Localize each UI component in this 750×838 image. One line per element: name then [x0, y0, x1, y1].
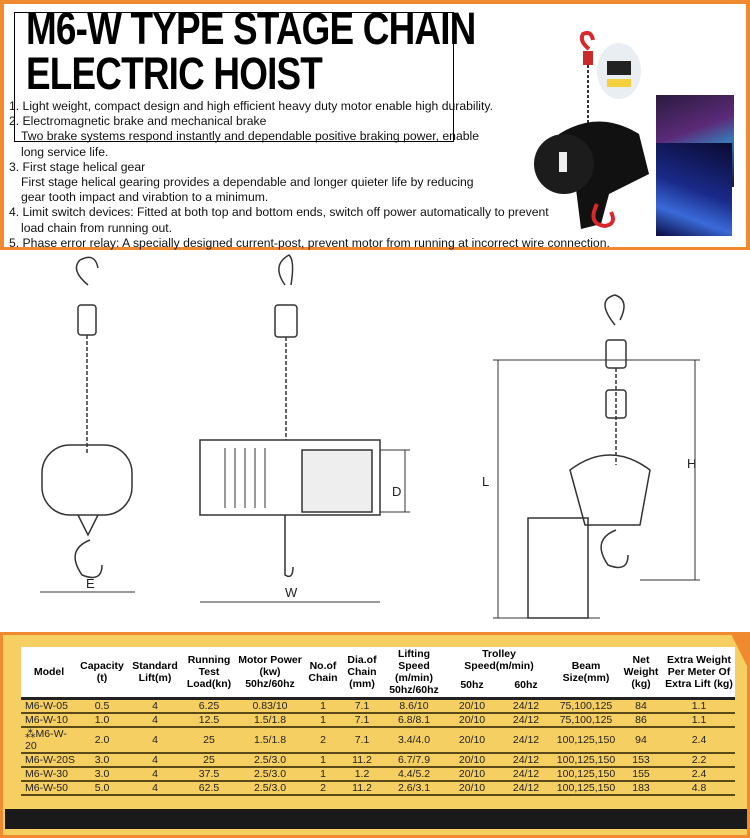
dim-l: L: [482, 474, 490, 489]
table-cell: 1.2: [341, 767, 383, 781]
page-title: [26, 3, 485, 99]
table-cell: 8.6/10: [383, 699, 445, 714]
column-header: [183, 647, 235, 699]
column-header-label: Lifting Speed (m/min) 50hz/60hz: [389, 648, 439, 696]
table-cell: 4.8: [663, 781, 735, 795]
table-cell: 4: [127, 767, 183, 781]
column-header-label: Beam Size(mm): [562, 660, 610, 684]
table-cell: 2.5/3.0: [235, 753, 305, 767]
table-cell: 3.0: [77, 767, 127, 781]
table-cell: 155: [619, 767, 663, 781]
column-header-label: No.of Chain: [308, 660, 338, 684]
table-cell: 11.2: [341, 753, 383, 767]
table-cell: 25: [183, 753, 235, 767]
table-cell: ⁂M6-W-20: [21, 727, 77, 753]
table-cell: 100,125,150: [553, 781, 619, 795]
table-cell: M6-W-05: [21, 699, 77, 714]
table-cell: 24/12: [499, 713, 553, 727]
table-row: [21, 713, 735, 727]
table-cell: 7.1: [341, 727, 383, 753]
table-cell: 1.5/1.8: [235, 713, 305, 727]
table-cell: M6-W-50: [21, 781, 77, 795]
table-cell: 2.4: [663, 727, 735, 753]
table-cell: 24/12: [499, 727, 553, 753]
table-cell: 62.5: [183, 781, 235, 795]
column-header: [305, 647, 341, 699]
trolley-speed-group-header: Trolley Speed(m/min): [445, 647, 553, 673]
column-header: [21, 647, 77, 699]
column-header: [127, 647, 183, 699]
table-cell: M6-W-10: [21, 713, 77, 727]
table-cell: 1.1: [663, 713, 735, 727]
table-cell: 24/12: [499, 767, 553, 781]
table-cell: 94: [619, 727, 663, 753]
table-cell: 2.2: [663, 753, 735, 767]
table-cell: 183: [619, 781, 663, 795]
column-header-label: Standard Lift(m): [132, 660, 178, 684]
feature-heading: 5. Phase error relay: A specially designed current-post, prevent motor from running at incorrect wire connection.: [9, 235, 610, 250]
table-cell: 1.1: [663, 699, 735, 714]
column-header: [553, 647, 619, 699]
table-cell: 3.4/4.0: [383, 727, 445, 753]
column-header: [619, 647, 663, 699]
table-cell: 4: [127, 753, 183, 767]
table-cell: 6.8/8.1: [383, 713, 445, 727]
table-cell: 1.0: [77, 713, 127, 727]
column-header-label: Extra Weight Per Meter Of Extra Lift (kg): [665, 654, 733, 690]
table-cell: 75,100,125: [553, 713, 619, 727]
table-cell: 20/10: [445, 767, 499, 781]
spec-table: [21, 647, 735, 796]
table-cell: 7.1: [341, 699, 383, 714]
table-cell: 2.6/3.1: [383, 781, 445, 795]
column-header-label: Model: [33, 666, 65, 678]
dimension-drawings: [0, 250, 750, 632]
table-cell: 11.2: [341, 781, 383, 795]
table-cell: 4.4/5.2: [383, 767, 445, 781]
column-header-label: Net Weight (kg): [623, 654, 659, 690]
stage-photo-2: [656, 143, 732, 236]
table-row: [21, 781, 735, 795]
table-row: [21, 753, 735, 767]
table-cell: 2.5/3.0: [235, 767, 305, 781]
column-header: [77, 647, 127, 699]
table-cell: 2.0: [77, 727, 127, 753]
table-cell: 24/12: [499, 753, 553, 767]
table-cell: M6-W-30: [21, 767, 77, 781]
column-header-label: Capacity (t): [80, 660, 124, 684]
table-cell: 20/10: [445, 753, 499, 767]
table-cell: 6.7/7.9: [383, 753, 445, 767]
feature-detail: Two brake systems respond instantly and dependable positive braking power, enable: [21, 129, 479, 144]
title-line-2: ELECTRIC HOIST: [26, 48, 323, 99]
feature-heading: 4. Limit switch devices: Fitted at both top and bottom ends, switch off power automatically to prevent: [9, 205, 549, 220]
feature-heading: 1. Light weight, compact design and high efficient heavy duty motor enable high durability.: [9, 99, 493, 113]
feature-heading: 3. First stage helical gear: [9, 159, 146, 174]
table-cell: 0.5: [77, 699, 127, 714]
table-cell: 24/12: [499, 781, 553, 795]
table-cell: 0.83/10: [235, 699, 305, 714]
table-cell: 86: [619, 713, 663, 727]
table-cell: 20/10: [445, 781, 499, 795]
table-cell: 100,125,150: [553, 727, 619, 753]
table-cell: 4: [127, 781, 183, 795]
table-cell: 2.5/3.0: [235, 781, 305, 795]
column-header: [445, 673, 499, 699]
dim-e: E: [86, 576, 95, 591]
table-row: [21, 727, 735, 753]
table-cell: 5.0: [77, 781, 127, 795]
table-header-row: [21, 647, 735, 673]
column-header: [499, 673, 553, 699]
table-cell: 1.5/1.8: [235, 727, 305, 753]
table-cell: 75,100,125: [553, 699, 619, 714]
table-cell: 153: [619, 753, 663, 767]
dim-d: D: [392, 484, 402, 499]
dim-w: W: [285, 585, 298, 600]
table-cell: 24/12: [499, 699, 553, 714]
table-cell: 2: [305, 727, 341, 753]
column-header-label: Motor Power (kw) 50hz/60hz: [238, 654, 302, 690]
column-header-label: 60hz: [514, 679, 538, 691]
spec-table-section: [0, 632, 750, 838]
table-cell: 4: [127, 699, 183, 714]
feature-detail: First stage helical gearing provides a dependable and longer quieter life by reducing: [21, 175, 474, 190]
column-header: [663, 647, 735, 699]
table-cell: 20/10: [445, 699, 499, 714]
table-cell: 1: [305, 699, 341, 714]
header-section: [0, 0, 750, 250]
table-row: [21, 767, 735, 781]
table-cell: 7.1: [341, 713, 383, 727]
dim-h: H: [687, 456, 697, 471]
table-cell: 3.0: [77, 753, 127, 767]
table-cell: 1: [305, 753, 341, 767]
table-cell: 1: [305, 767, 341, 781]
column-header-label: 50hz: [460, 679, 484, 691]
table-cell: 12.5: [183, 713, 235, 727]
table-row: [21, 699, 735, 714]
feature-detail: load chain from running out.: [21, 220, 173, 235]
feature-detail: gear tooth impact and virabtion to a minimum.: [21, 190, 269, 205]
column-header-label: Running Test Load(kn): [186, 654, 232, 690]
table-cell: M6-W-20S: [21, 753, 77, 767]
title-line-1: M6-W TYPE STAGE CHAIN: [26, 3, 476, 54]
column-header: [383, 647, 445, 699]
table-cell: 2: [305, 781, 341, 795]
table-cell: 1: [305, 713, 341, 727]
table-cell: 6.25: [183, 699, 235, 714]
table-cell: 20/10: [445, 713, 499, 727]
table-cell: 4: [127, 713, 183, 727]
feature-detail: long service life.: [21, 144, 109, 159]
column-header: [341, 647, 383, 699]
table-cell: 100,125,150: [553, 767, 619, 781]
table-cell: 25: [183, 727, 235, 753]
table-cell: 20/10: [445, 727, 499, 753]
column-header-label: Dia.of Chain (mm): [347, 654, 377, 690]
column-header: [235, 647, 305, 699]
footer-bar: [5, 809, 747, 829]
hoist-photo: [519, 29, 659, 239]
table-cell: 100,125,150: [553, 753, 619, 767]
table-cell: 4: [127, 727, 183, 753]
table-cell: 2.4: [663, 767, 735, 781]
feature-heading: 2. Electromagnetic brake and mechanical brake: [9, 114, 267, 129]
table-cell: 37.5: [183, 767, 235, 781]
table-cell: 84: [619, 699, 663, 714]
